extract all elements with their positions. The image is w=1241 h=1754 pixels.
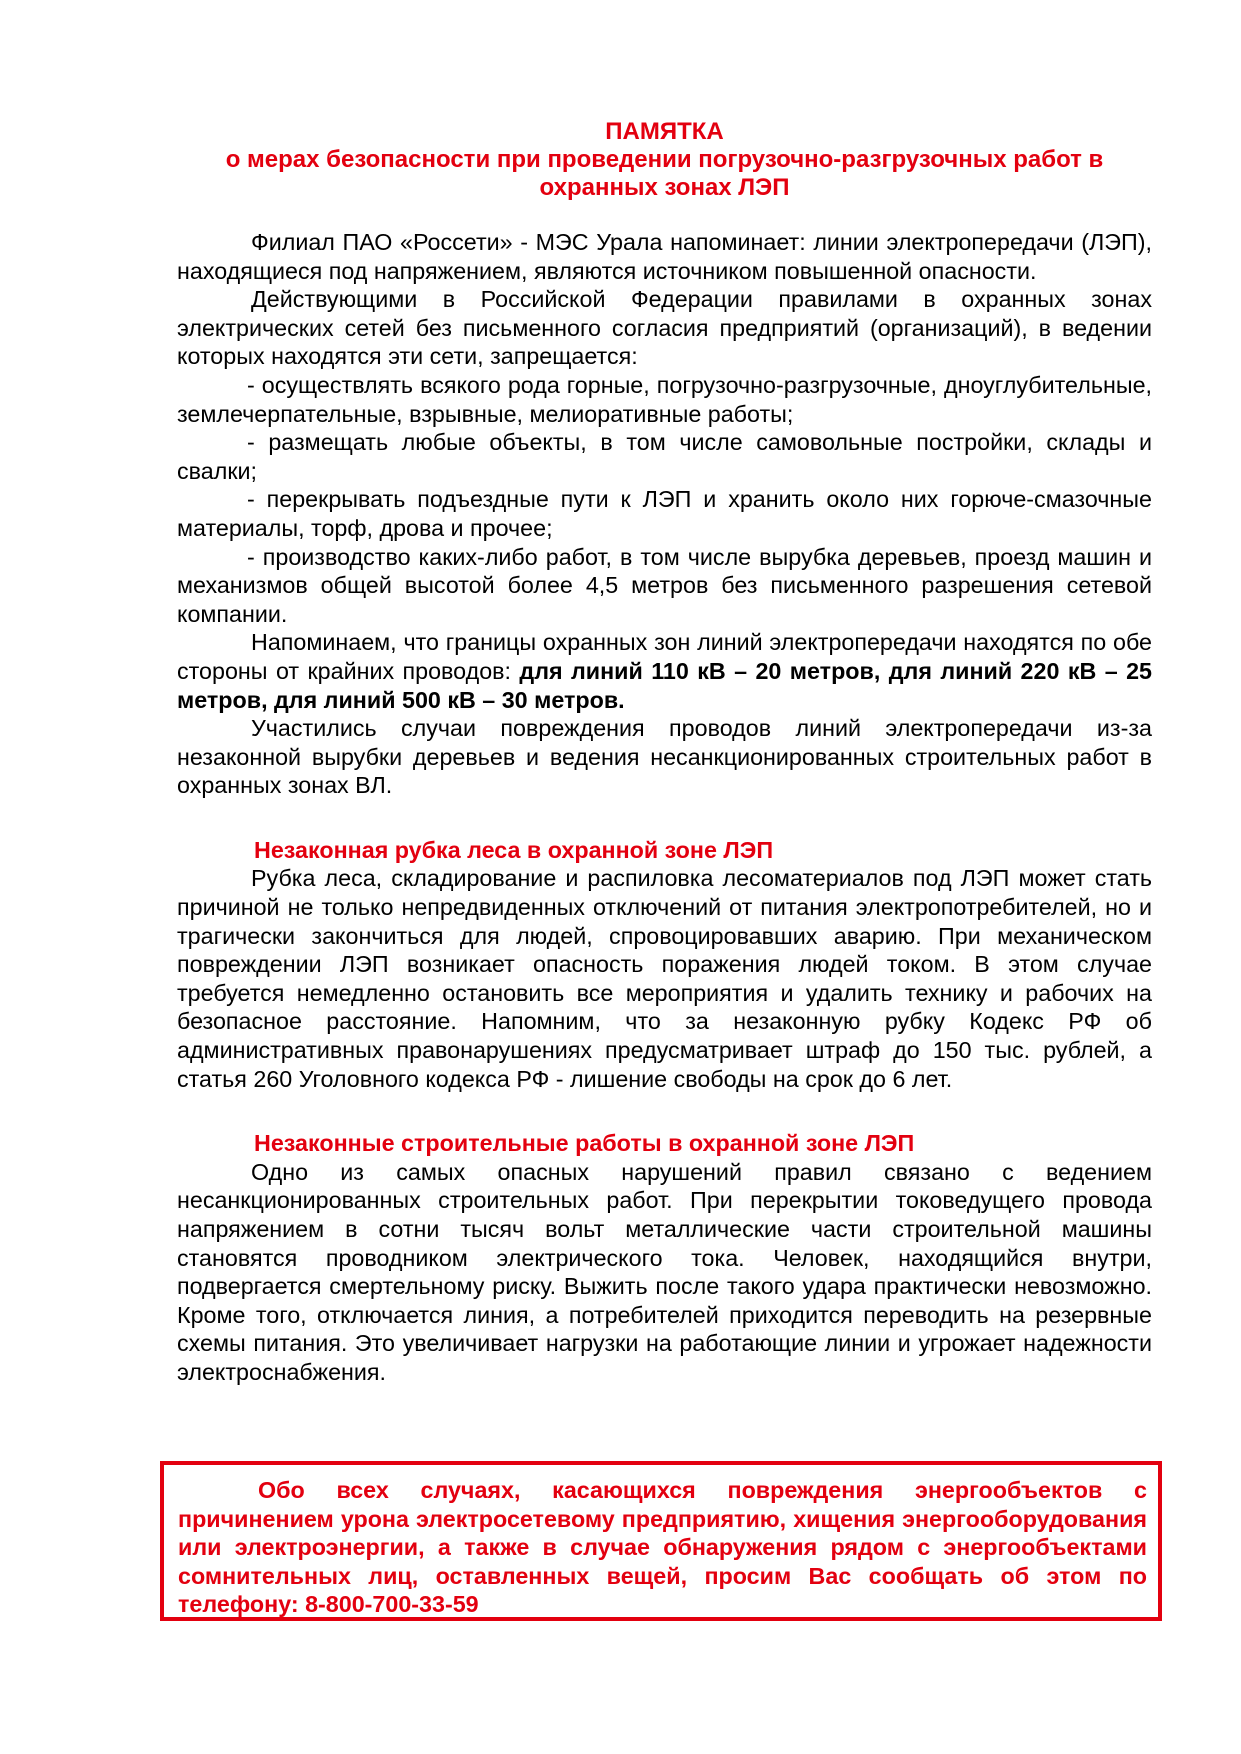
prohibition-item: - осуществлять всякого рода горные, погрузочно-разгрузочные, дноуглубительные, землечерпательные, взрывные, мелиоративные работы; bbox=[177, 371, 1152, 427]
title-line-2: о мерах безопасности при проведении погрузочно-разгрузочных работ в bbox=[225, 146, 1104, 173]
prohibition-item: - производство каких-либо работ, в том числе вырубка деревьев, проезд машин и механизмов общей высотой более 4,5 метров без письменного разрешения сетевой компании. bbox=[177, 543, 1152, 627]
notice-text: Обо всех случаях, касающихся повреждения энергообъектов с причинением урона электросетевому предприятию, хищения энергооборудования или электроэнергии, а также в случае обнаружения рядом с энергообъектами сомнительных лиц, оставленных вещей, просим Вас сообщать об этом по телефону: 8-800-700-33-59 bbox=[178, 1477, 1147, 1618]
prohibition-item: - размещать любые объекты, в том числе самовольные постройки, склады и свалки; bbox=[177, 429, 1152, 484]
document-content bbox=[177, 118, 1152, 1387]
title-line-1: ПАМЯТКА bbox=[605, 118, 724, 145]
section-1-text: Рубка леса, складирование и распиловка лесоматериалов под ЛЭП может стать причиной не только непредвиденных отключений от питания электропотребителей, но и трагически закончиться для людей, спровоцировавших аварию. При механическом повреждении ЛЭП возникает опасность поражения людей током. В этом случае требуется немедленно остановить все мероприятия и удалить технику и рабочих на безопасное расстояние. Напомним, что за незаконную рубку Кодекс РФ об административных правонарушениях предусматривает штраф до 150 тыс. рублей, а статья 260 Уголовного кодекса РФ - лишение свободы на срок до 6 лет. bbox=[177, 865, 1152, 1092]
prohibition-item: - перекрывать подъездные пути к ЛЭП и хранить около них горюче-смазочные материалы, торф, дрова и прочее; bbox=[177, 486, 1152, 541]
title-line-3: охранных зонах ЛЭП bbox=[539, 174, 790, 201]
zones-distances: для линий 110 кВ – 20 метров, для линий 220 кВ – 25 метров, для линий 500 кВ – 30 метров. bbox=[177, 657, 1152, 713]
section-2-text: Одно из самых опасных нарушений правил связано с ведением несанкционированных строительных работ. При перекрытии токоведущего провода напряжением в сотни тысяч вольт металлические части строительной машины становятся проводником электрического тока. Человек, находящийся внутри, подвергается смертельному риску. Выжить после такого удара практически невозможно. Кроме того, отключается линия, а потребителей приходится переводить на резервные схемы питания. Это увеличивает нагрузки на работающие линии и угрожает надежности электроснабжения. bbox=[177, 1158, 1152, 1385]
section-1-title: Незаконная рубка леса в охранной зоне ЛЭП bbox=[254, 836, 774, 863]
incidents-paragraph: Участились случаи повреждения проводов линий электропередачи из-за незаконной вырубки деревьев и ведения несанкционированных строительных работ в охранных зонах ВЛ. bbox=[177, 715, 1152, 799]
section-2-title: Незаконные строительные работы в охранной зоне ЛЭП bbox=[254, 1130, 915, 1157]
document-title bbox=[177, 118, 1152, 202]
zones-text: Напоминаем, что границы охранных зон линий электропередачи находятся по обе стороны от крайних проводов: bbox=[177, 629, 1152, 684]
rules-intro-paragraph: Действующими в Российской Федерации правилами в охранных зонах электрических сетей без письменного согласия предприятий (организаций), в ведении которых находятся эти сети, запрещается: bbox=[177, 286, 1152, 370]
document-body bbox=[177, 228, 1152, 1387]
zones-paragraph bbox=[177, 628, 1152, 714]
intro-paragraph: Филиал ПАО «Россети» - МЭС Урала напоминает: линии электропередачи (ЛЭП), находящиеся под напряжением, являются источником повышенной опасности. bbox=[177, 229, 1152, 284]
notice-box bbox=[160, 1461, 1162, 1621]
